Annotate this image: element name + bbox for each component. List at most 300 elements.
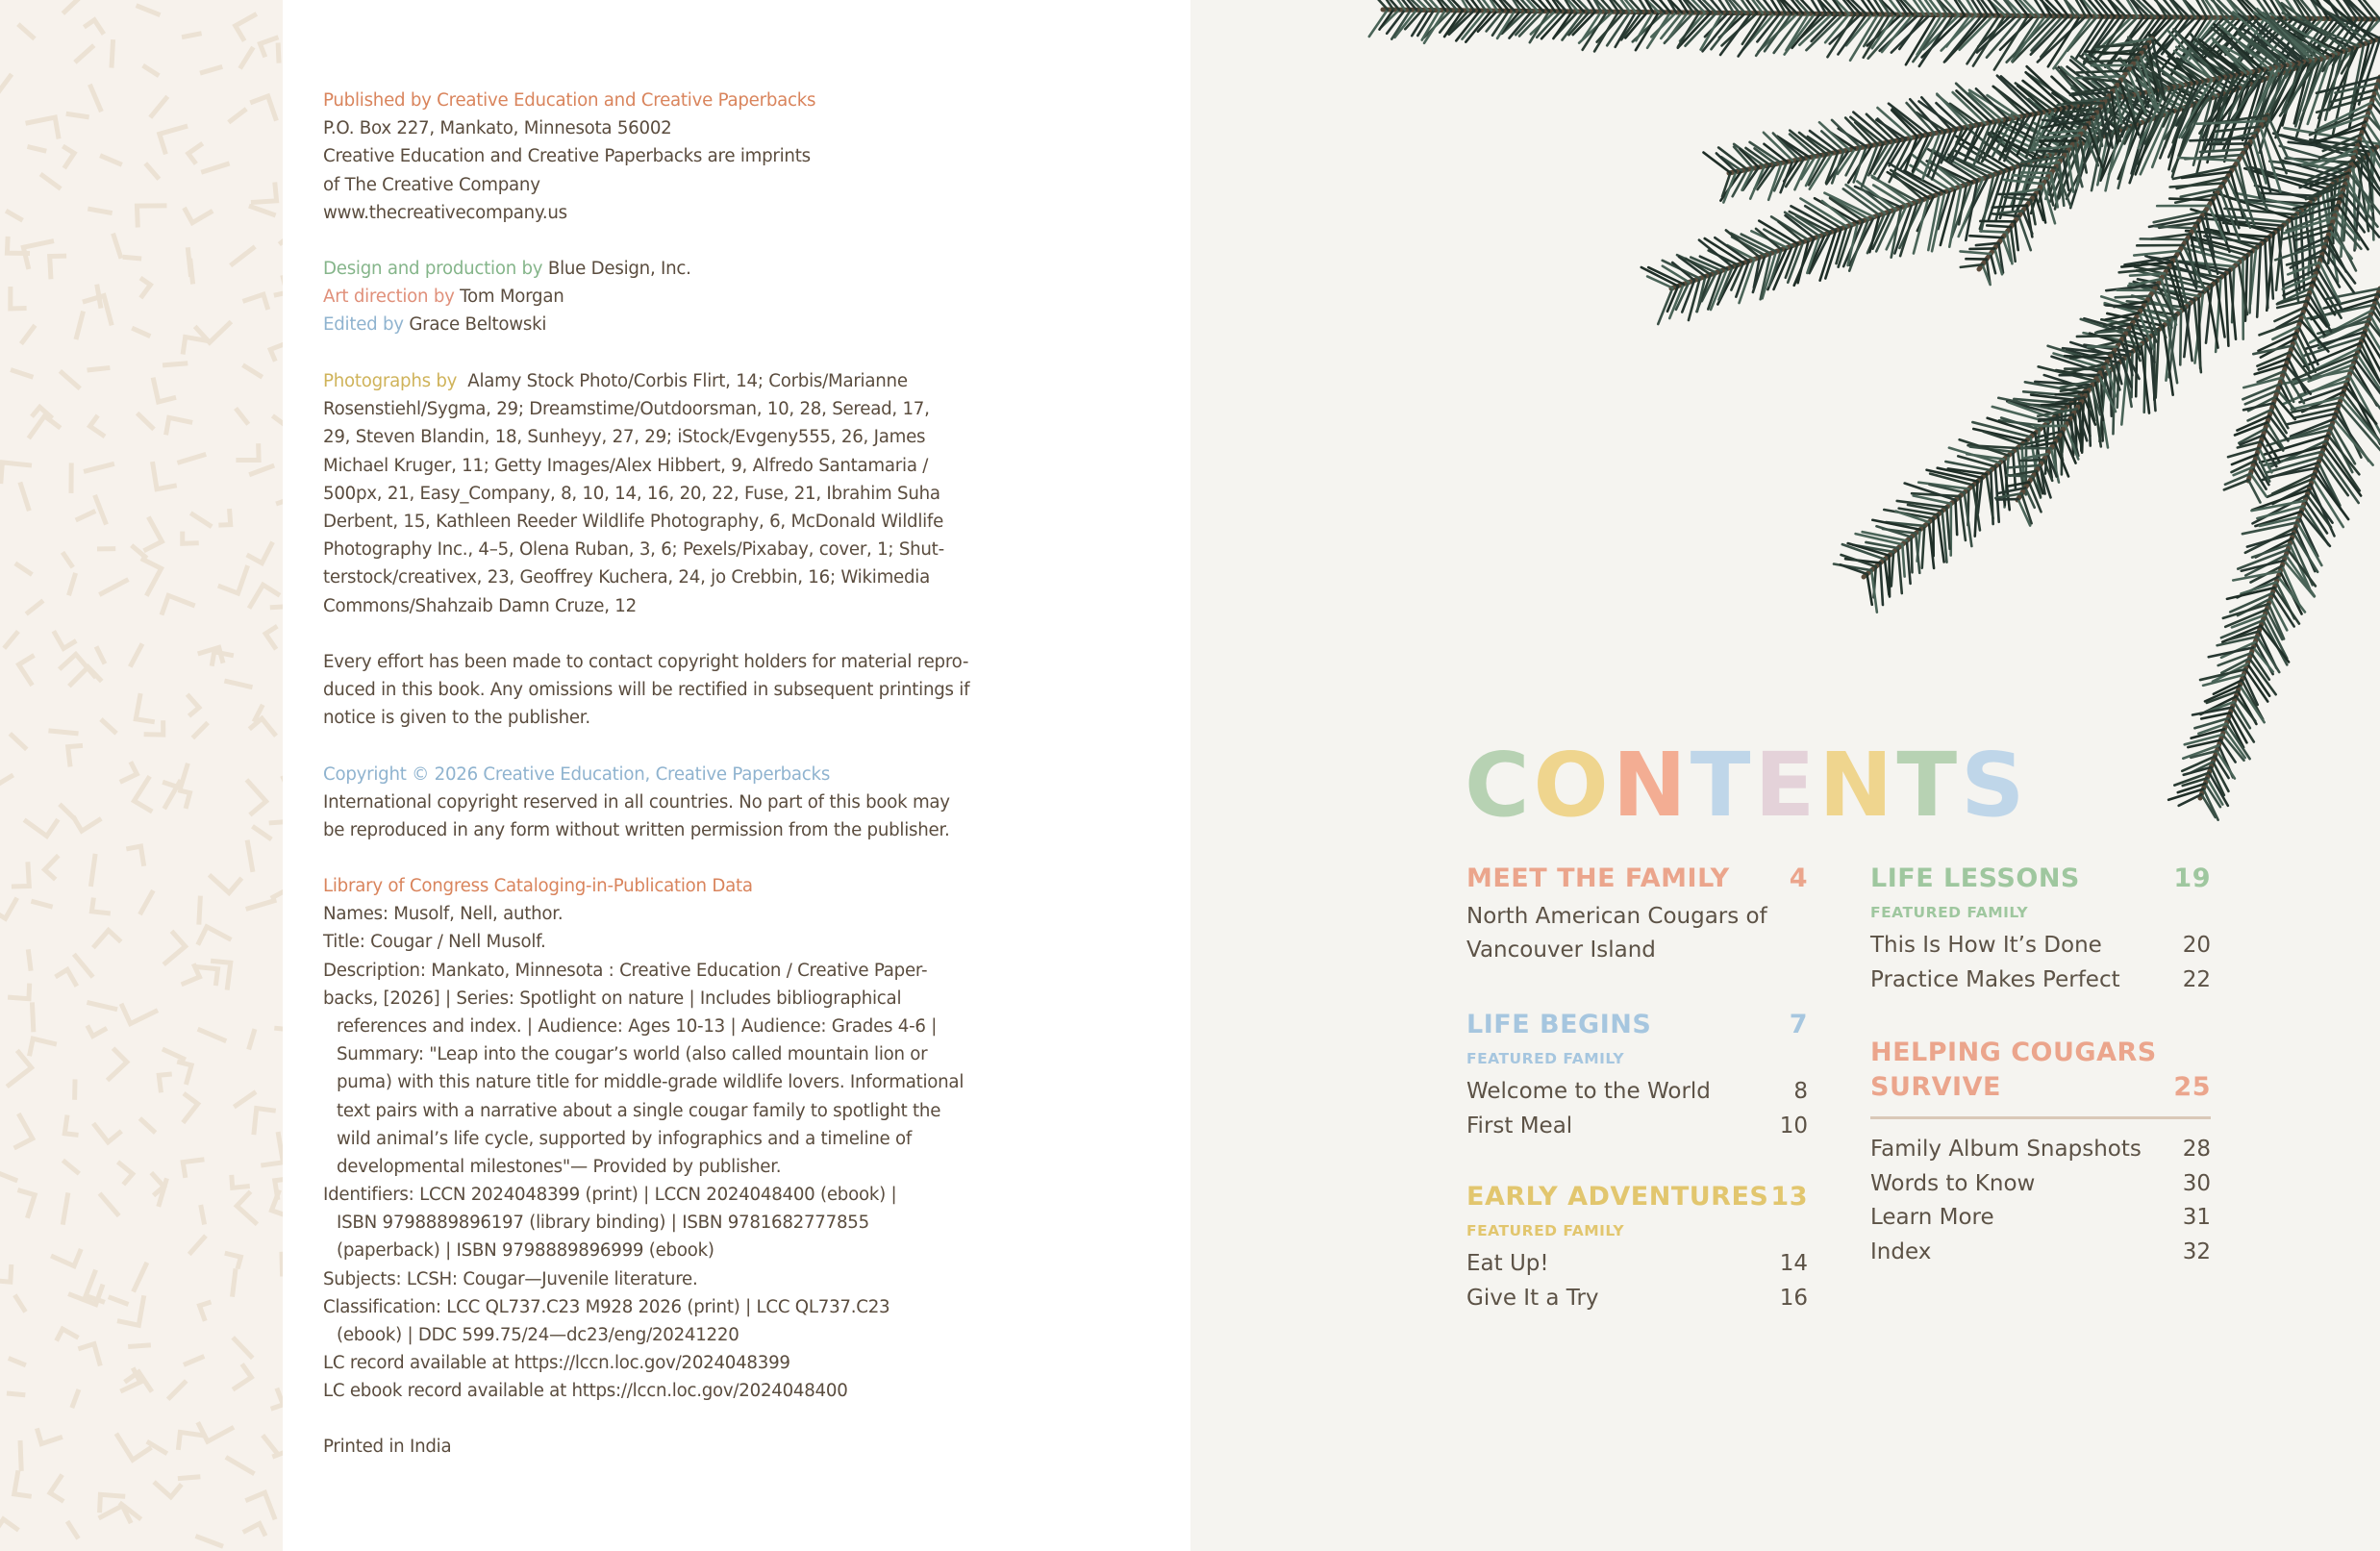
cip-line: (ebook) | DDC 599.75/24—dc23/eng/20241220 [337, 1325, 739, 1345]
photo-credit-line [323, 367, 944, 395]
toc-column-right [1870, 862, 2211, 1269]
pattern-mark [147, 165, 158, 178]
photo-credit-line: 29, Steven Blandin, 18, Sunheyy, 27, 29; iStock/Evgeny555, 26, James [323, 427, 926, 448]
cip-line: LC record available at https://lccn.loc.gov/2024048399 [323, 1353, 790, 1374]
pattern-mark [90, 210, 110, 213]
printed-text: Printed in India [323, 1437, 452, 1457]
pattern-mark [51, 731, 76, 734]
section-title: MEET THE FAMILY [1466, 863, 1730, 893]
entry-label: Family Album Snapshots [1870, 1137, 2142, 1162]
pattern-mark [241, 49, 252, 66]
pattern-mark [181, 790, 190, 806]
pattern-mark [245, 294, 267, 307]
pattern-mark [101, 581, 126, 594]
pattern-mark [166, 417, 190, 432]
pattern-mark [236, 15, 255, 39]
copyright-line: Copyright © 2026 Creative Education, Creative Paperbacks [323, 764, 831, 785]
photo-credit-line: Michael Kruger, 11; Getty Images/Alex Hibbert, 9, Alfredo Santamaria / [323, 455, 929, 476]
photo-credit-line: 500px, 21, Easy_Company, 8, 10, 14, 16, 20, 22, Fuse, 21, Ibrahim Suha [323, 483, 940, 504]
section-title: LIFE BEGINS [1466, 1010, 1652, 1039]
pattern-mark [156, 1484, 180, 1497]
pattern-mark [11, 289, 24, 309]
contents-title-letter: N [1818, 734, 1897, 837]
entry-label: Words to Know [1870, 1170, 2036, 1196]
pattern-mark [42, 175, 59, 187]
pattern-mark [255, 828, 270, 838]
pattern-mark [278, 45, 279, 61]
pattern-mark [63, 1195, 68, 1222]
pattern-mark [91, 856, 95, 884]
entry-label: Welcome to the World [1466, 1079, 1711, 1104]
pattern-mark [33, 1005, 34, 1030]
pattern-mark [0, 76, 11, 91]
pattern-mark [271, 1192, 283, 1219]
edited-label: Edited by [323, 314, 404, 336]
contents-page [1190, 0, 2380, 1551]
description-line: North American Cougars of [1466, 904, 1767, 929]
contents-title-letter: T [1896, 734, 1962, 837]
pattern-mark [199, 927, 229, 943]
toc-entry [1466, 1110, 1808, 1144]
pattern-mark [77, 313, 83, 338]
pattern-mark [252, 466, 272, 474]
pattern-mark [134, 329, 148, 336]
pattern-mark [74, 818, 99, 831]
pattern-mark [122, 763, 137, 781]
pattern-mark [1, 463, 30, 482]
pattern-mark [143, 560, 162, 594]
pattern-mark [88, 1028, 105, 1037]
pattern-mark [169, 1383, 185, 1398]
entry-page: 10 [1779, 1113, 1808, 1138]
pattern-mark [271, 821, 283, 822]
cip-block [323, 872, 964, 1406]
pattern-mark [248, 901, 274, 909]
pattern-mark [264, 1438, 277, 1454]
entry-label: First Meal [1466, 1113, 1573, 1138]
pattern-mark [109, 1050, 127, 1079]
toc-entry [1466, 1075, 1808, 1110]
imprint-line: of The Creative Company [323, 174, 540, 195]
pattern-mark [260, 38, 276, 55]
pattern-mark [180, 455, 204, 463]
pattern-mark [9, 1393, 22, 1394]
toc-section-early-adventures [1466, 1180, 1808, 1214]
pattern-mark [190, 1238, 204, 1253]
pattern-mark [145, 67, 157, 75]
pattern-mark [63, 554, 71, 565]
cip-line: Names: Musolf, Nell, author. [323, 904, 564, 925]
pattern-mark [129, 846, 144, 863]
pattern-mark [232, 1177, 247, 1188]
pattern-mark [164, 1050, 183, 1059]
pattern-mark [91, 900, 108, 913]
pattern-mark [154, 380, 174, 402]
entry-page: 22 [2182, 966, 2211, 992]
toc-entry [1870, 929, 2211, 963]
pattern-mark [18, 657, 32, 684]
imprint-line: Creative Education and Creative Paperbacks are imprints [323, 146, 811, 167]
pattern-mark [183, 1160, 202, 1175]
pattern-mark [245, 366, 261, 376]
pattern-mark [55, 633, 74, 648]
pattern-mark [194, 724, 206, 736]
pattern-mark [186, 210, 211, 222]
featured-family-label: FEATURED FAMILY [1466, 1050, 1625, 1067]
cip-line: wild animal’s life cycle, supported by infographics and a timeline of [337, 1128, 913, 1149]
cip-line: Title: Cougar / Nell Musolf. [323, 932, 546, 953]
pattern-mark [165, 933, 186, 963]
entry-page: 28 [2182, 1137, 2211, 1162]
pattern-mark [0, 1519, 16, 1529]
pattern-mark [235, 1366, 251, 1388]
pattern-mark [190, 261, 192, 282]
pattern-mark [64, 147, 74, 166]
section-page: 19 [2173, 863, 2211, 893]
pattern-mark [95, 497, 105, 522]
pattern-mark [50, 256, 64, 277]
cip-line: backs, [2026] | Series: Spotlight on nature | Includes bibliographical [323, 988, 902, 1009]
contents-title-letter: E [1754, 734, 1819, 837]
entry-label: Learn More [1870, 1205, 1994, 1230]
cip-line: references and index. | Audience: Ages 10-13 | Audience: Grades 4-6 | [337, 1015, 938, 1037]
pattern-mark [272, 596, 283, 608]
pattern-mark [228, 1459, 252, 1473]
pattern-mark [227, 1254, 240, 1266]
pattern-mark [146, 519, 163, 550]
pattern-mark [152, 98, 166, 115]
pattern-mark [0, 1171, 15, 1188]
pattern-mark [68, 1523, 77, 1537]
photos-label: Photographs by [323, 371, 458, 391]
pattern-mark [11, 986, 30, 999]
rights-line: be reproduced in any form without written permission from the publisher. [323, 820, 950, 841]
contents-title-letter: C [1465, 734, 1534, 837]
section-title: HELPING COUGARS [1870, 1038, 2157, 1067]
pattern-mark [117, 1436, 149, 1460]
pattern-mark [141, 1120, 154, 1132]
section-divider [1870, 1116, 2211, 1119]
entry-page: 14 [1779, 1251, 1808, 1276]
pattern-mark [180, 1063, 191, 1083]
photo-credits-block [323, 367, 944, 620]
pattern-mark [111, 1298, 126, 1304]
pattern-mark [20, 1443, 21, 1469]
pattern-mark [75, 956, 91, 975]
pattern-mark [248, 782, 266, 813]
pattern-mark [119, 1163, 132, 1183]
cip-line: puma) with this nature title for middle-grade wildlife lovers. Informational [337, 1072, 965, 1093]
pattern-mark [188, 145, 201, 163]
pattern-mark [233, 248, 254, 264]
pattern-mark [233, 1271, 236, 1294]
pattern-mark [273, 1390, 283, 1408]
pattern-mark [102, 157, 119, 164]
pattern-mark [95, 930, 119, 945]
pattern-mark [180, 1477, 197, 1478]
pattern-mark [8, 212, 20, 219]
pattern-mark [231, 111, 244, 121]
pattern-mark [77, 47, 92, 61]
confetti-pattern [0, 0, 283, 1551]
pattern-mark [81, 1344, 100, 1363]
pattern-mark [30, 416, 59, 437]
pattern-mark [68, 114, 87, 117]
pattern-mark [185, 1095, 198, 1121]
pattern-mark [34, 407, 51, 416]
pattern-mark [265, 628, 275, 648]
art-label: Art direction by [323, 287, 455, 308]
pattern-mark [146, 723, 163, 735]
pattern-mark [86, 464, 112, 471]
pattern-mark [20, 26, 33, 38]
pattern-mark [236, 1093, 254, 1106]
cip-line: Classification: LCC QL737.C23 M928 2026 (print) | LCC QL737.C23 [323, 1296, 890, 1317]
pattern-mark [274, 417, 283, 429]
contents-title-letter: O [1533, 734, 1613, 837]
pattern-mark [16, 1115, 33, 1147]
pattern-mark [159, 1074, 169, 1090]
toc-column-left [1466, 862, 1808, 1315]
effort-notice [323, 648, 969, 733]
pattern-mark [201, 1207, 204, 1222]
toc-section-helping-cougars-survive [1870, 1036, 2211, 1105]
pattern-mark [90, 417, 103, 435]
pattern-mark [64, 1162, 77, 1172]
pattern-mark [16, 1297, 24, 1310]
pattern-mark [153, 464, 174, 489]
pattern-mark [270, 344, 283, 359]
pattern-mark [95, 1125, 120, 1142]
pattern-mark [97, 649, 104, 663]
pattern-mark [64, 0, 81, 12]
printed-line [323, 1433, 451, 1461]
pattern-mark [13, 370, 31, 376]
loc-heading: Library of Congress Cataloging-in-Publication Data [323, 876, 753, 896]
pattern-mark [186, 1357, 202, 1363]
pattern-mark [122, 1006, 156, 1024]
cip-line: Identifiers: LCCN 2024048399 (print) | LCCN 2024048400 (ebook) | [323, 1185, 897, 1206]
pattern-mark [200, 1030, 224, 1040]
edited-value: Grace Beltowski [409, 314, 547, 336]
copyright-block [323, 761, 950, 845]
pattern-mark [30, 147, 44, 151]
address-line: P.O. Box 227, Mankato, Minnesota 56002 [323, 118, 672, 139]
pattern-mark [0, 900, 16, 918]
featured-family-label: FEATURED FAMILY [1466, 1222, 1625, 1239]
entry-page: 31 [2182, 1205, 2211, 1230]
entry-label: Eat Up! [1466, 1251, 1549, 1276]
publisher-line: Published by Creative Education and Creative Paperbacks [323, 90, 816, 111]
pattern-mark [13, 864, 29, 887]
section-description [1466, 900, 1808, 967]
pattern-mark [44, 857, 57, 878]
pattern-mark [275, 1450, 283, 1474]
pattern-mark [78, 512, 93, 518]
pattern-mark [0, 1266, 12, 1282]
art-credit [323, 283, 691, 311]
toc-entry [1870, 1236, 2211, 1270]
pattern-mark [238, 410, 247, 422]
pattern-mark [21, 485, 29, 509]
pattern-mark [38, 1431, 60, 1444]
pattern-mark [138, 7, 158, 14]
pattern-mark [253, 185, 276, 202]
cip-line: LC ebook record available at https://lccn.loc.gov/2024048400 [323, 1381, 848, 1402]
toc-entry [1870, 1167, 2211, 1202]
pattern-mark [0, 774, 12, 789]
pattern-mark [202, 67, 219, 72]
pattern-mark [142, 279, 151, 295]
pattern-mark [198, 1537, 221, 1545]
photo-credit-line: terstock/creativex, 23, Geoffrey Kuchera, 24, jo Crebbin, 16; Wikimedia [323, 567, 930, 588]
pattern-mark [245, 1524, 264, 1535]
pattern-mark [160, 127, 186, 152]
pattern-mark [131, 1345, 149, 1346]
entry-label: Practice Makes Perfect [1870, 966, 2120, 992]
effort-line: duced in this book. Any omissions will be rectified in subsequent printings if [323, 680, 970, 701]
design-label: Design and production by [323, 259, 543, 279]
publisher-block [323, 87, 815, 227]
pattern-mark [248, 842, 253, 869]
section-title-line [1870, 1036, 2211, 1070]
description-line: Vancouver Island [1466, 938, 1656, 963]
pattern-mark [112, 42, 113, 65]
cip-line: ISBN 9798889896197 (library binding) | ISBN 9781682777855 [337, 1213, 869, 1234]
section-title: SURVIVE [1870, 1072, 2001, 1102]
pattern-mark [90, 87, 100, 110]
editor-credit [323, 311, 691, 338]
pattern-mark [86, 20, 102, 33]
pattern-mark [30, 1038, 54, 1054]
entry-page: 16 [1779, 1285, 1808, 1311]
pattern-mark [249, 544, 272, 563]
pattern-mark [62, 806, 74, 818]
pattern-mark [113, 236, 120, 256]
entry-page: 32 [2182, 1238, 2211, 1264]
section-title: LIFE LESSONS [1870, 863, 2080, 893]
pattern-mark [28, 117, 59, 137]
website-line: www.thecreativecompany.us [323, 202, 567, 223]
pattern-mark [101, 1195, 117, 1214]
pattern-mark [89, 368, 108, 370]
copyright-page [283, 0, 1190, 1551]
toc-section-meet-the-family [1466, 862, 1808, 896]
entry-label: Give It a Try [1466, 1285, 1599, 1311]
pattern-mark [199, 1424, 232, 1441]
pattern-mark [136, 696, 152, 722]
pattern-mark [263, 1134, 283, 1164]
pattern-mark [73, 1391, 78, 1405]
pattern-mark [58, 1329, 77, 1338]
rights-line: International copyright reserved in all countries. No part of this book may [323, 792, 950, 813]
toc-entry [1870, 1133, 2211, 1167]
pattern-mark [204, 164, 228, 172]
pattern-mark [34, 902, 50, 907]
entry-label: This Is How It’s Done [1870, 933, 2102, 958]
pattern-mark [220, 567, 247, 593]
pattern-mark [253, 96, 276, 118]
toc-entry [1466, 1247, 1808, 1282]
pattern-mark [134, 778, 150, 810]
pattern-mark [185, 34, 200, 37]
pattern-mark [179, 1432, 202, 1447]
section-title-line [1870, 1070, 2211, 1105]
effort-line: Every effort has been made to contact copyright holders for material repro- [323, 652, 969, 672]
contents-title-letter: S [1961, 734, 2029, 837]
effort-line: notice is given to the publisher. [323, 708, 590, 729]
pattern-mark [135, 1264, 146, 1289]
toc-section-life-begins [1466, 1008, 1808, 1042]
pattern-mark [188, 696, 199, 714]
pattern-mark [165, 363, 186, 365]
cip-line: Subjects: LCSH: Cougar—Juvenile literature. [323, 1268, 698, 1289]
pattern-mark [249, 1032, 254, 1048]
pattern-mark [199, 898, 200, 922]
pattern-mark [28, 602, 41, 613]
pine-branch-image [1190, 0, 2380, 827]
featured-family-label: FEATURED FAMILY [1870, 904, 2029, 921]
toc-section-life-lessons [1870, 862, 2211, 896]
pattern-mark [12, 736, 25, 748]
decorative-pattern-strip [0, 0, 283, 1551]
pattern-mark [141, 892, 152, 913]
toc-entry [1870, 1201, 2211, 1236]
photo-credit-line: Derbent, 15, Kathleen Reeder Wildlife Photography, 6, McDonald Wildlife [323, 511, 944, 532]
pattern-mark [85, 296, 111, 323]
pattern-mark [9, 1052, 31, 1085]
pattern-mark [221, 512, 231, 525]
pattern-mark [211, 876, 239, 892]
photo-credit-text: Alamy Stock Photo/Corbis Flirt, 14; Corbis/Marianne [467, 371, 908, 391]
pattern-mark [62, 373, 78, 388]
pattern-mark [17, 564, 30, 573]
pattern-mark [248, 1492, 275, 1517]
pattern-mark [69, 575, 75, 593]
credits-block [323, 255, 691, 339]
toc-entry [1870, 963, 2211, 998]
pattern-mark [29, 952, 31, 968]
entry-page: 8 [1793, 1079, 1808, 1104]
design-value: Blue Design, Inc. [547, 259, 691, 279]
section-page: 4 [1789, 863, 1808, 893]
pattern-mark [14, 1473, 30, 1496]
contents-title-letter: N [1612, 734, 1691, 837]
pattern-mark [199, 1303, 209, 1319]
pattern-mark [58, 969, 76, 984]
section-title: EARLY ADVENTURES [1466, 1182, 1769, 1212]
photo-credit-line: Rosenstiehl/Sygma, 29; Dreamstime/Outdoorsman, 10, 28, Seread, 17, [323, 399, 930, 420]
art-value: Tom Morgan [460, 287, 564, 308]
pattern-mark [237, 1193, 255, 1223]
pattern-mark [227, 682, 250, 688]
cip-line: Summary: "Leap into the cougar’s world (also called mountain lion or [337, 1044, 928, 1065]
pattern-mark [183, 534, 196, 543]
contents-title [1465, 734, 2029, 837]
pattern-mark [53, 1251, 80, 1265]
pattern-mark [238, 446, 259, 461]
pattern-mark [68, 746, 81, 764]
cip-line: Description: Mankato, Minnesota : Creative Education / Creative Paper- [323, 960, 928, 981]
pattern-mark [183, 337, 206, 352]
pattern-mark [251, 207, 273, 214]
pattern-mark [50, 1477, 62, 1500]
toc-entry [1466, 1282, 1808, 1316]
pattern-mark [64, 1117, 76, 1135]
pattern-mark [192, 514, 210, 526]
pattern-mark [103, 721, 114, 732]
entry-label: Index [1870, 1238, 1932, 1264]
